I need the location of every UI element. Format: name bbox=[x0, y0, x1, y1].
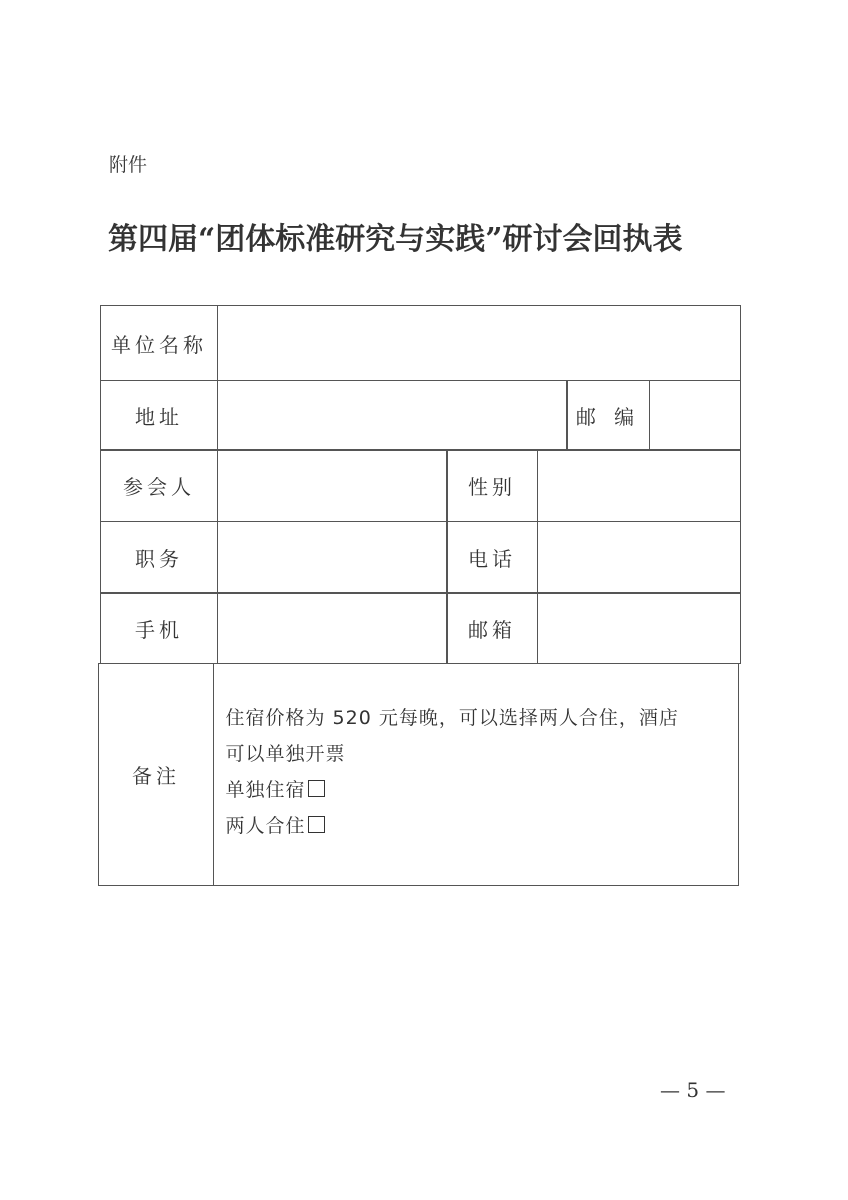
postcode-field[interactable] bbox=[649, 380, 741, 451]
gender-label: 性别 bbox=[446, 449, 538, 522]
address-field[interactable] bbox=[217, 380, 568, 451]
remarks-content bbox=[213, 663, 739, 886]
unit-name-field[interactable] bbox=[217, 305, 741, 381]
attendee-label: 参会人 bbox=[100, 449, 218, 522]
remarks-line-2: 可以单独开票 bbox=[225, 742, 346, 765]
option-shared-room[interactable] bbox=[226, 808, 325, 844]
option-single-label: 单独住宿 bbox=[225, 778, 306, 801]
postcode-label: 邮 编 bbox=[566, 380, 650, 451]
address-label: 地址 bbox=[100, 380, 218, 451]
unit-name-label: 单位名称 bbox=[100, 305, 218, 381]
phone-field[interactable] bbox=[537, 521, 741, 594]
mobile-label: 手机 bbox=[100, 592, 218, 664]
shared-room-checkbox[interactable] bbox=[308, 816, 325, 833]
attachment-label: 附件 bbox=[109, 154, 148, 176]
remarks-line-1: 住宿价格为 520 元每晚，可以选择两人合住，酒店 bbox=[225, 706, 679, 729]
position-field[interactable] bbox=[217, 521, 448, 594]
option-shared-label: 两人合住 bbox=[225, 814, 306, 837]
page-number: — 5 — bbox=[660, 1078, 726, 1102]
attendee-field[interactable] bbox=[217, 449, 448, 522]
email-label: 邮箱 bbox=[446, 592, 538, 664]
mobile-field[interactable] bbox=[217, 592, 448, 664]
page-title: 第四届“团体标准研究与实践”研讨会回执表 bbox=[108, 222, 683, 257]
gender-field[interactable] bbox=[537, 449, 741, 522]
position-label: 职务 bbox=[100, 521, 218, 594]
email-field[interactable] bbox=[537, 592, 741, 664]
single-room-checkbox[interactable] bbox=[308, 780, 325, 797]
option-single-room[interactable] bbox=[226, 772, 325, 808]
phone-label: 电话 bbox=[446, 521, 538, 594]
remarks-label: 备注 bbox=[98, 663, 214, 886]
